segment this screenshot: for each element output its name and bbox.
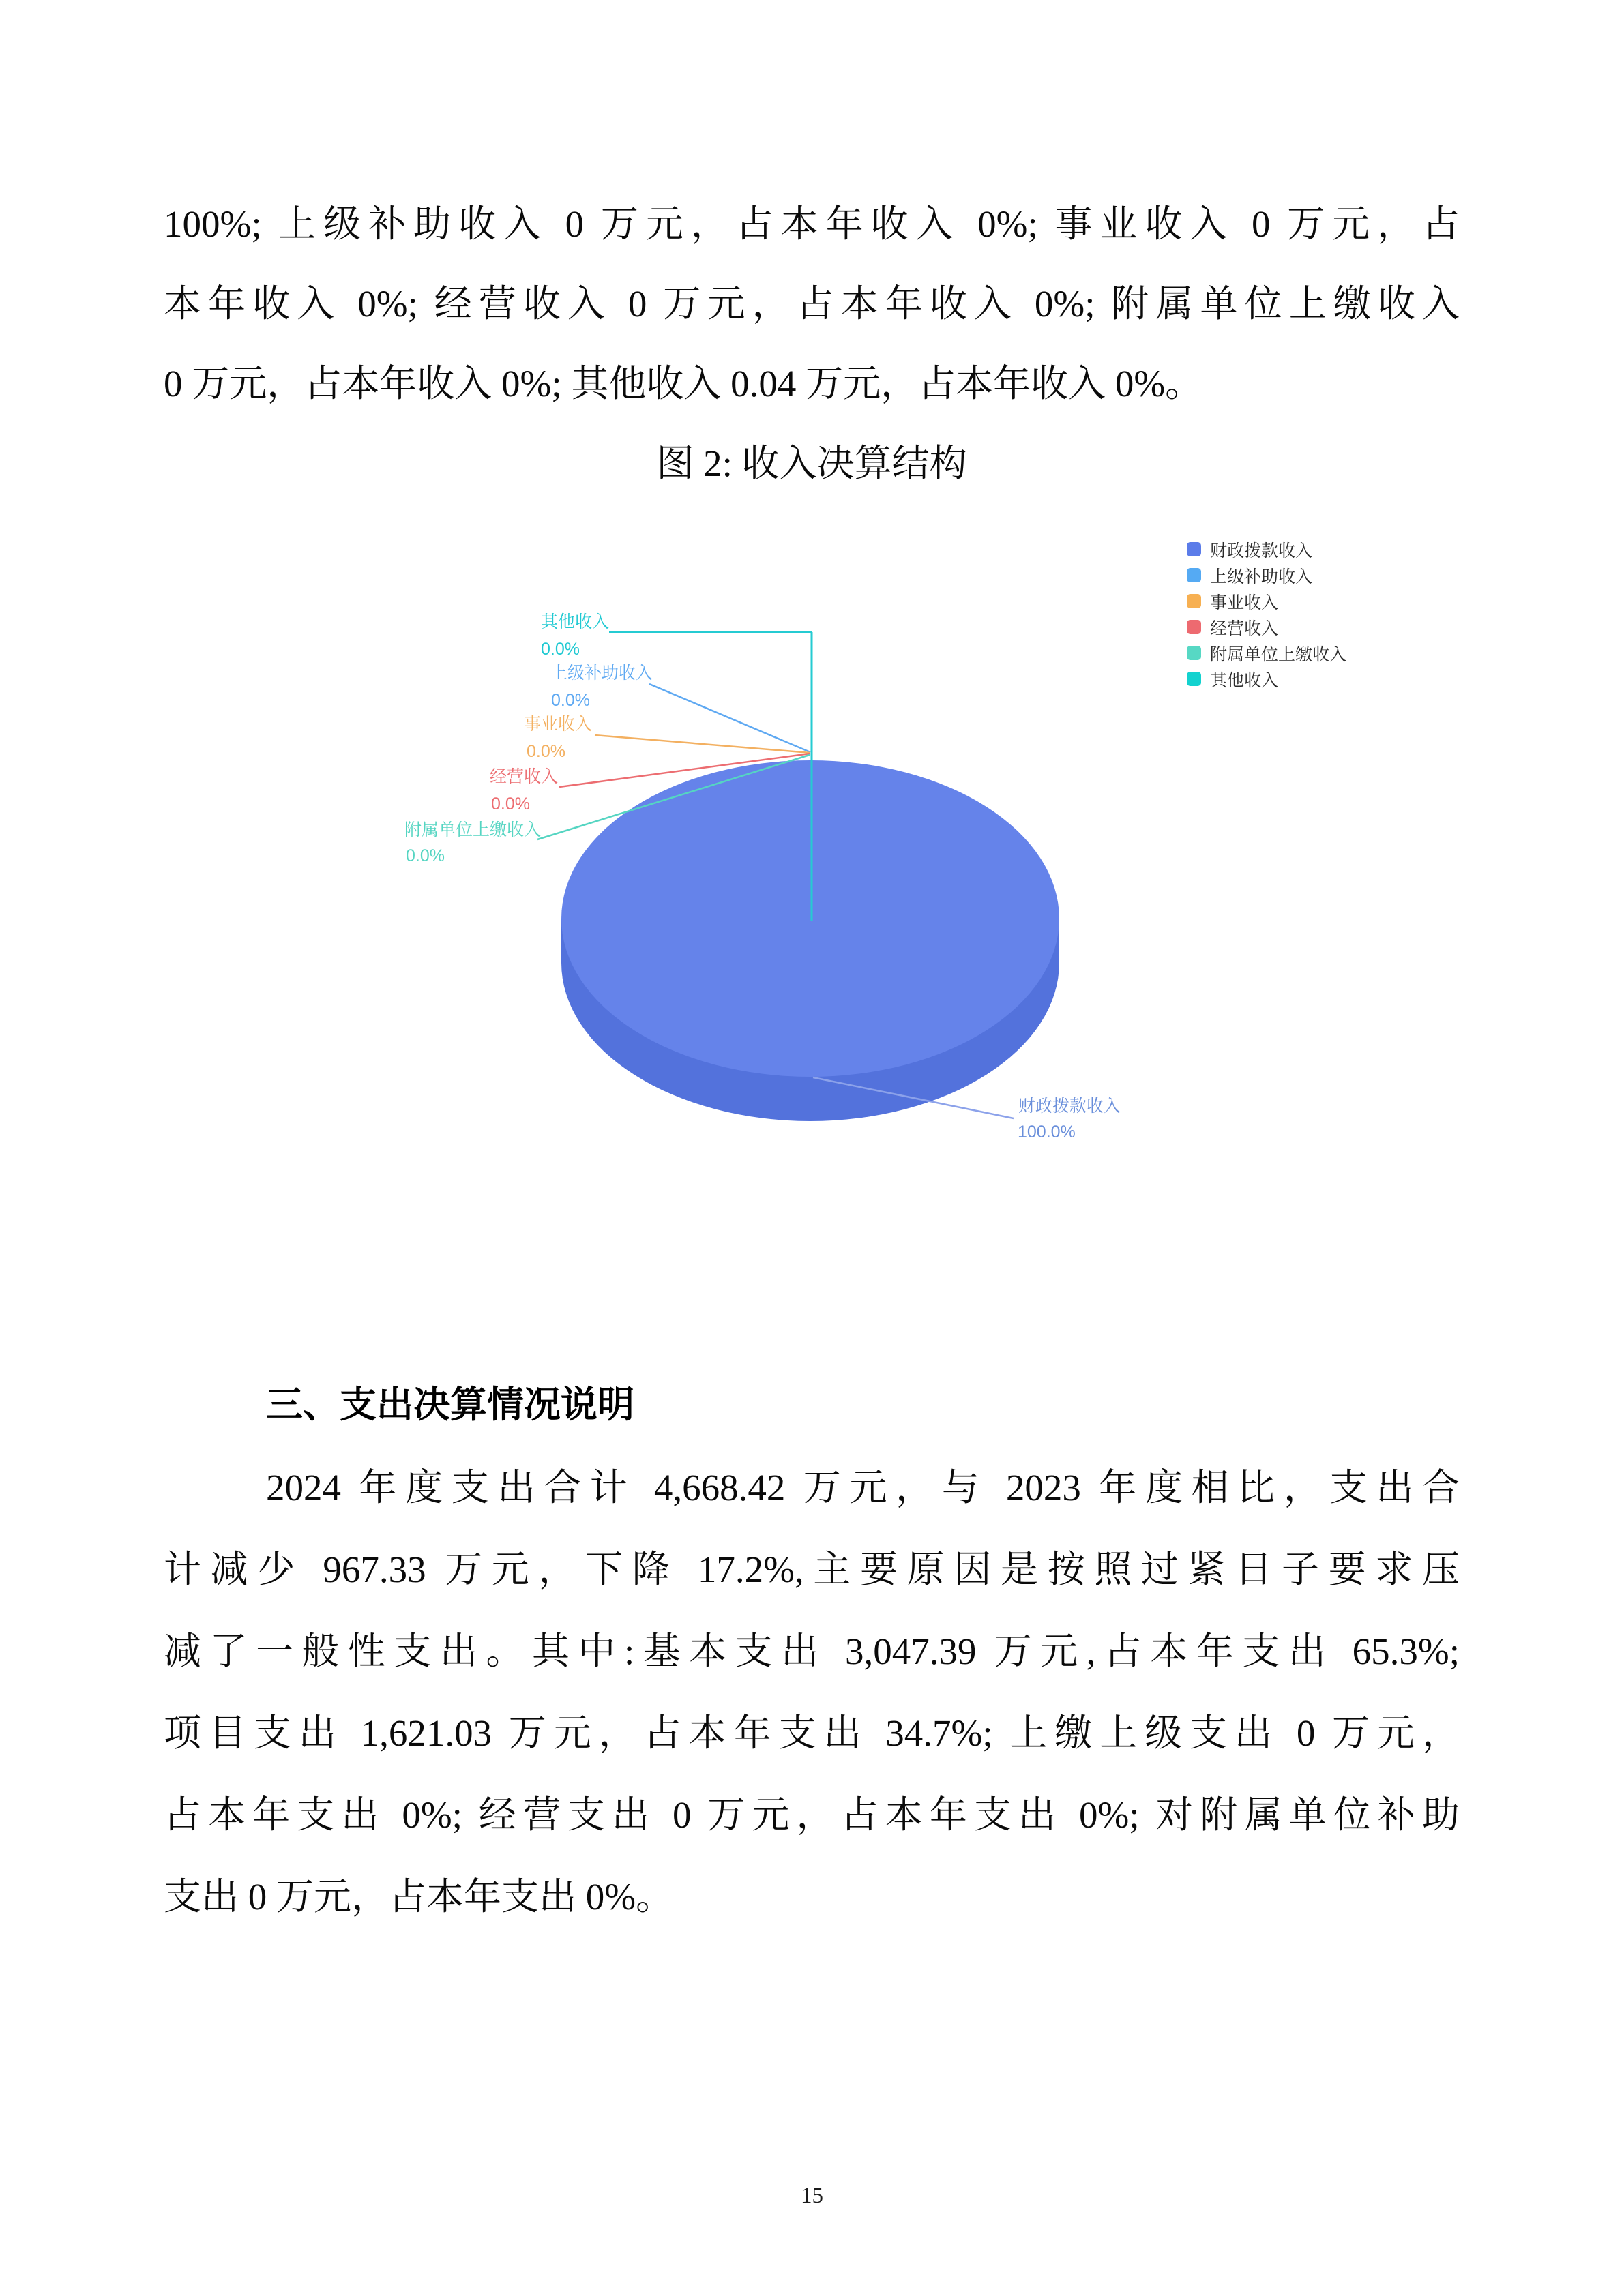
legend-item-jingying	[1187, 618, 1346, 638]
callout-caizheng-pct: 100.0%	[1018, 1122, 1076, 1142]
legend-item-fushu	[1187, 644, 1347, 664]
income-paragraph-line: 本年收入 0%; 经营收入 0 万元，占本年收入 0%; 附属单位上缴收入	[164, 283, 1460, 325]
legend-label: 事业收入	[1210, 593, 1279, 612]
expense-paragraph-line: 项目支出 1,621.03 万元，占本年支出 34.7%; 上缴上级支出 0 万元，	[164, 1712, 1460, 1754]
callout-caizheng-name: 财政拨款收入	[1018, 1097, 1121, 1116]
callout-qita-name: 其他收入	[541, 612, 610, 631]
callout-fushu-name: 附属单位上缴收入	[404, 820, 542, 839]
callout-shiye-name: 事业收入	[524, 715, 593, 734]
legend-item-qita	[1187, 670, 1346, 690]
expense-paragraph	[164, 1447, 1460, 1938]
income-paragraph-line: 100%; 上级补助收入 0 万元，占本年收入 0%; 事业收入 0 万元，占	[164, 203, 1460, 245]
legend-swatch-icon	[1187, 594, 1201, 608]
callout-fushu-pct: 0.0%	[406, 846, 445, 865]
legend-swatch-icon	[1187, 646, 1201, 660]
legend-item-shangji	[1187, 567, 1346, 586]
legend-swatch-icon	[1187, 672, 1201, 686]
legend-swatch-icon	[1187, 620, 1201, 634]
pie-slice-caizheng	[561, 760, 1059, 1077]
page-number: 15	[801, 2183, 823, 2208]
legend-item-shiye	[1187, 593, 1346, 612]
expense-paragraph-line: 计减少 967.33 万元，下降 17.2%,主要原因是按照过紧日子要求压	[164, 1549, 1460, 1590]
legend-swatch-icon	[1187, 568, 1201, 582]
expense-paragraph-line: 减了一般性支出。其中:基本支出 3,047.39 万元,占本年支出 65.3%;	[164, 1630, 1460, 1672]
callout-qita-pct: 0.0%	[541, 640, 580, 659]
chart-legend	[1187, 542, 1346, 698]
legend-item-caizheng	[1187, 541, 1346, 561]
callout-jingying-pct: 0.0%	[491, 794, 530, 814]
legend-label: 其他收入	[1210, 670, 1279, 690]
callout-shangji-name: 上级补助收入	[550, 664, 653, 683]
callout-jingying-name: 经营收入	[490, 767, 559, 786]
legend-swatch-icon	[1187, 542, 1201, 556]
expense-paragraph-line: 2024 年度支出合计 4,668.42 万元，与 2023 年度相比，支出合	[266, 1467, 1460, 1508]
income-paragraph-line: 0 万元，占本年收入 0%; 其他收入 0.04 万元，占本年收入 0%。	[164, 363, 1203, 404]
callout-shangji-pct: 0.0%	[551, 691, 590, 710]
legend-label: 上级补助收入	[1210, 567, 1313, 586]
callout-shiye-pct: 0.0%	[527, 742, 565, 761]
legend-label: 财政拨款收入	[1210, 541, 1313, 561]
figure-title: 图 2: 收入决算结构	[656, 443, 967, 484]
expense-paragraph-line: 占本年支出 0%; 经营支出 0 万元，占本年支出 0%; 对附属单位补助	[164, 1794, 1460, 1836]
section-heading-expense: 三、支出决算情况说明	[266, 1384, 634, 1425]
legend-label: 附属单位上缴收入	[1210, 644, 1347, 664]
expense-paragraph-line: 支出 0 万元，占本年支出 0%。	[164, 1876, 674, 1918]
legend-label: 经营收入	[1210, 618, 1279, 638]
